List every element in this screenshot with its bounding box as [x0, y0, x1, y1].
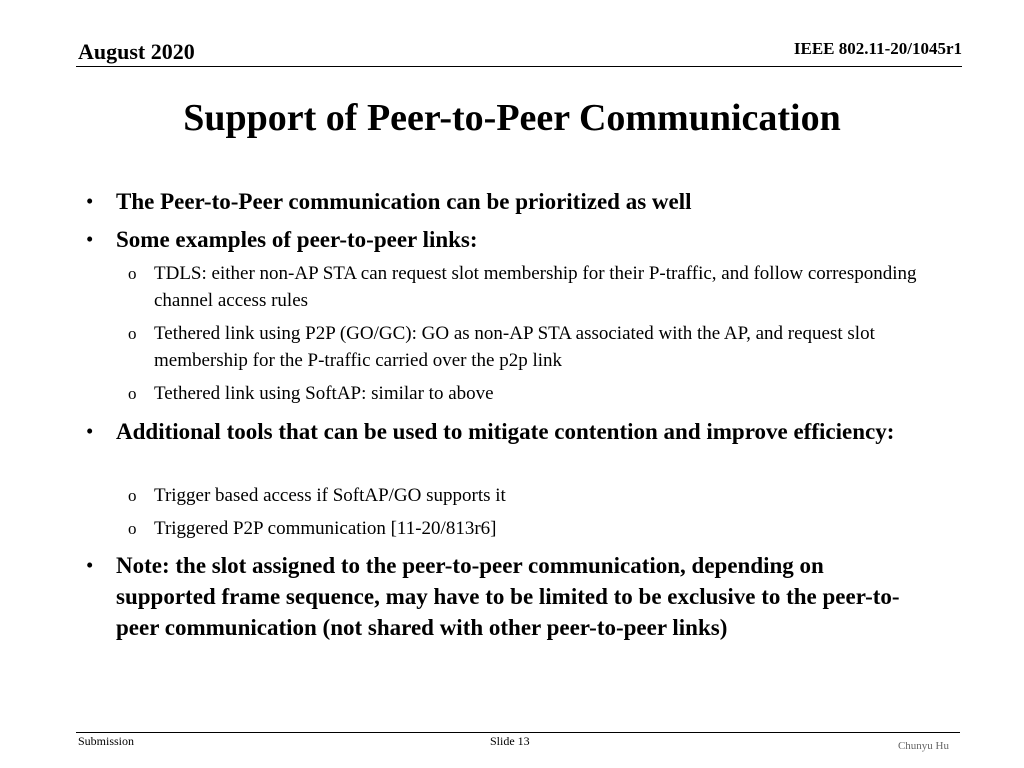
sub-bullet-marker: o — [128, 519, 137, 538]
header-document-id: IEEE 802.11-20/1045r1 — [793, 39, 962, 58]
bullet-item — [86, 550, 916, 643]
sub-bullet-item — [128, 515, 954, 542]
slide-title: Support of Peer-to-Peer Communication — [183, 97, 841, 139]
sub-bullet-text: Triggered P2P communication [11-20/813r6] — [154, 518, 497, 539]
bullet-text: The Peer-to-Peer communication can be prioritized as well — [116, 189, 692, 214]
bullet-text: Some examples of peer-to-peer links: — [116, 227, 478, 252]
bullet-marker: • — [86, 189, 94, 213]
sub-bullet-marker: o — [128, 486, 137, 505]
sub-bullet-text: Tethered link using SoftAP: similar to above — [154, 383, 494, 404]
sub-bullet-item — [128, 482, 954, 509]
footer-divider — [76, 732, 960, 733]
bullet-item — [86, 224, 916, 255]
bullet-text: Note: the slot assigned to the peer-to-peer communication, depending on supported frame sequence, may have to be limited to be exclusive to the peer-to-peer communication (not shared with other peer-to-peer links) — [116, 553, 900, 640]
bullet-item — [86, 186, 916, 217]
bullet-text: Additional tools that can be used to mitigate contention and improve efficiency: — [116, 419, 895, 444]
footer-author: Chunyu Hu — [897, 740, 949, 752]
sub-bullet-text: TDLS: either non-AP STA can request slot membership for their P-traffic, and follow corresponding channel access rules — [154, 263, 917, 311]
bullet-item — [86, 416, 916, 447]
bullet-marker: • — [86, 227, 94, 251]
footer-submission: Submission — [78, 734, 135, 748]
sub-bullet-item — [128, 320, 954, 374]
sub-bullet-marker: o — [128, 384, 137, 403]
footer-slide-number: Slide 13 — [490, 734, 530, 748]
bullet-marker: • — [86, 553, 94, 577]
sub-bullet-item — [128, 260, 954, 314]
bullet-marker: • — [86, 419, 94, 443]
header-date: August 2020 — [78, 39, 195, 64]
sub-bullet-marker: o — [128, 264, 137, 283]
sub-bullet-text: Tethered link using P2P (GO/GC): GO as non-AP STA associated with the AP, and request slot membership for the P-traffic carried over the p2p link — [154, 323, 875, 371]
sub-bullet-text: Trigger based access if SoftAP/GO supports it — [154, 485, 506, 506]
sub-bullet-marker: o — [128, 324, 137, 343]
sub-bullet-item — [128, 380, 954, 407]
